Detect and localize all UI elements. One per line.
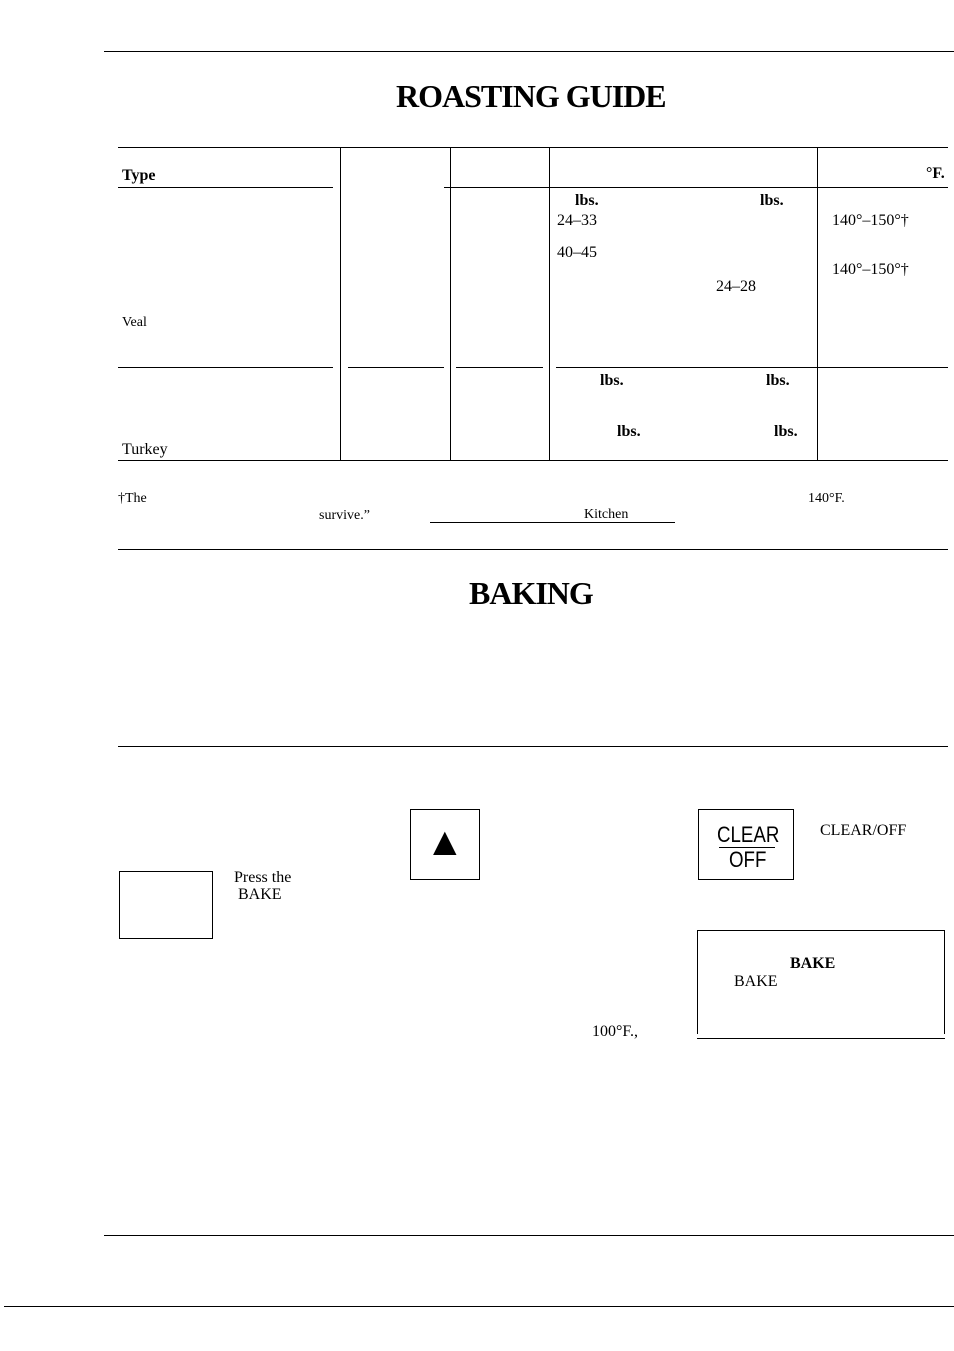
- clear-off-text: CLEAR/OFF: [820, 822, 907, 839]
- footnote-kitchen: Kitchen: [584, 507, 629, 522]
- clear-off-button[interactable]: [698, 809, 794, 880]
- info-bake-bold: BAKE: [790, 955, 836, 972]
- up-arrow-icon: ▲: [425, 819, 465, 864]
- poultry-row-2-col2: lbs.: [774, 423, 798, 440]
- bake-pad-top: [119, 871, 213, 872]
- temp-note: 100°F.,: [592, 1023, 639, 1040]
- bake-pad[interactable]: [119, 871, 213, 939]
- header-underline-rest: [444, 187, 948, 188]
- step-bake-text: BAKE: [238, 886, 282, 903]
- info-box-bottom: [697, 1038, 945, 1039]
- poultry-row-1-col: lbs.: [600, 372, 624, 389]
- table-col-divider-4: [817, 147, 818, 460]
- baking-title: BAKING: [469, 575, 593, 611]
- meat-row-1-col2: lbs.: [760, 192, 784, 209]
- meat-row-2-temp: 140°–150°†: [832, 212, 909, 229]
- table-col-divider-2: [450, 147, 451, 460]
- bake-pad-right: [212, 871, 213, 939]
- bake-pad-bottom: [119, 938, 213, 939]
- page-footer-rule: [4, 1306, 954, 1307]
- info-box-left: [697, 930, 698, 1034]
- table-col-divider-1: [340, 147, 341, 460]
- section-rule-col3: [456, 367, 543, 368]
- meat-row-2-col: 24–33: [557, 212, 597, 229]
- bake-info-box: [697, 930, 945, 1040]
- increase-temp-button[interactable]: [410, 809, 480, 880]
- bottom-rule: [104, 1235, 954, 1236]
- info-bake: BAKE: [734, 973, 778, 990]
- info-box-top: [697, 930, 945, 931]
- top-rule: [104, 51, 954, 52]
- clear-label: CLEAR: [717, 822, 780, 847]
- section-rule-col2: [348, 367, 444, 368]
- header-temp: °F.: [926, 165, 945, 182]
- meat-row-4-temp: 140°–150°†: [832, 261, 909, 278]
- footnote-temp: 140°F.: [808, 491, 845, 506]
- poultry-row-1-col2: lbs.: [766, 372, 790, 389]
- turkey-label: Turkey: [122, 441, 168, 458]
- table-col-divider-3: [549, 147, 550, 460]
- meat-row-3-col: 40–45: [557, 244, 597, 261]
- roasting-guide-title: ROASTING GUIDE: [396, 78, 666, 114]
- section-rule-rest: [556, 367, 948, 368]
- bake-pad-left: [119, 871, 120, 939]
- header-type: Type: [122, 167, 156, 184]
- footnote-underline: [430, 522, 675, 523]
- footnote-dagger: †The: [118, 491, 147, 506]
- table-bottom-rule: [118, 460, 948, 461]
- meat-row-1-col: lbs.: [575, 192, 599, 209]
- meat-row-4-col2: 24–28: [716, 278, 756, 295]
- table-top-rule: [118, 147, 948, 148]
- baking-section-rule: [118, 746, 948, 747]
- step-press-text: Press the: [234, 869, 292, 886]
- veal-label: Veal: [122, 315, 147, 330]
- info-box-right: [944, 930, 945, 1034]
- header-underline-type: [118, 187, 333, 188]
- off-label: OFF: [729, 847, 767, 872]
- footnote-survive: survive.”: [319, 508, 370, 523]
- baking-top-rule: [118, 549, 948, 550]
- section-rule-type: [118, 367, 333, 368]
- poultry-row-2-col: lbs.: [617, 423, 641, 440]
